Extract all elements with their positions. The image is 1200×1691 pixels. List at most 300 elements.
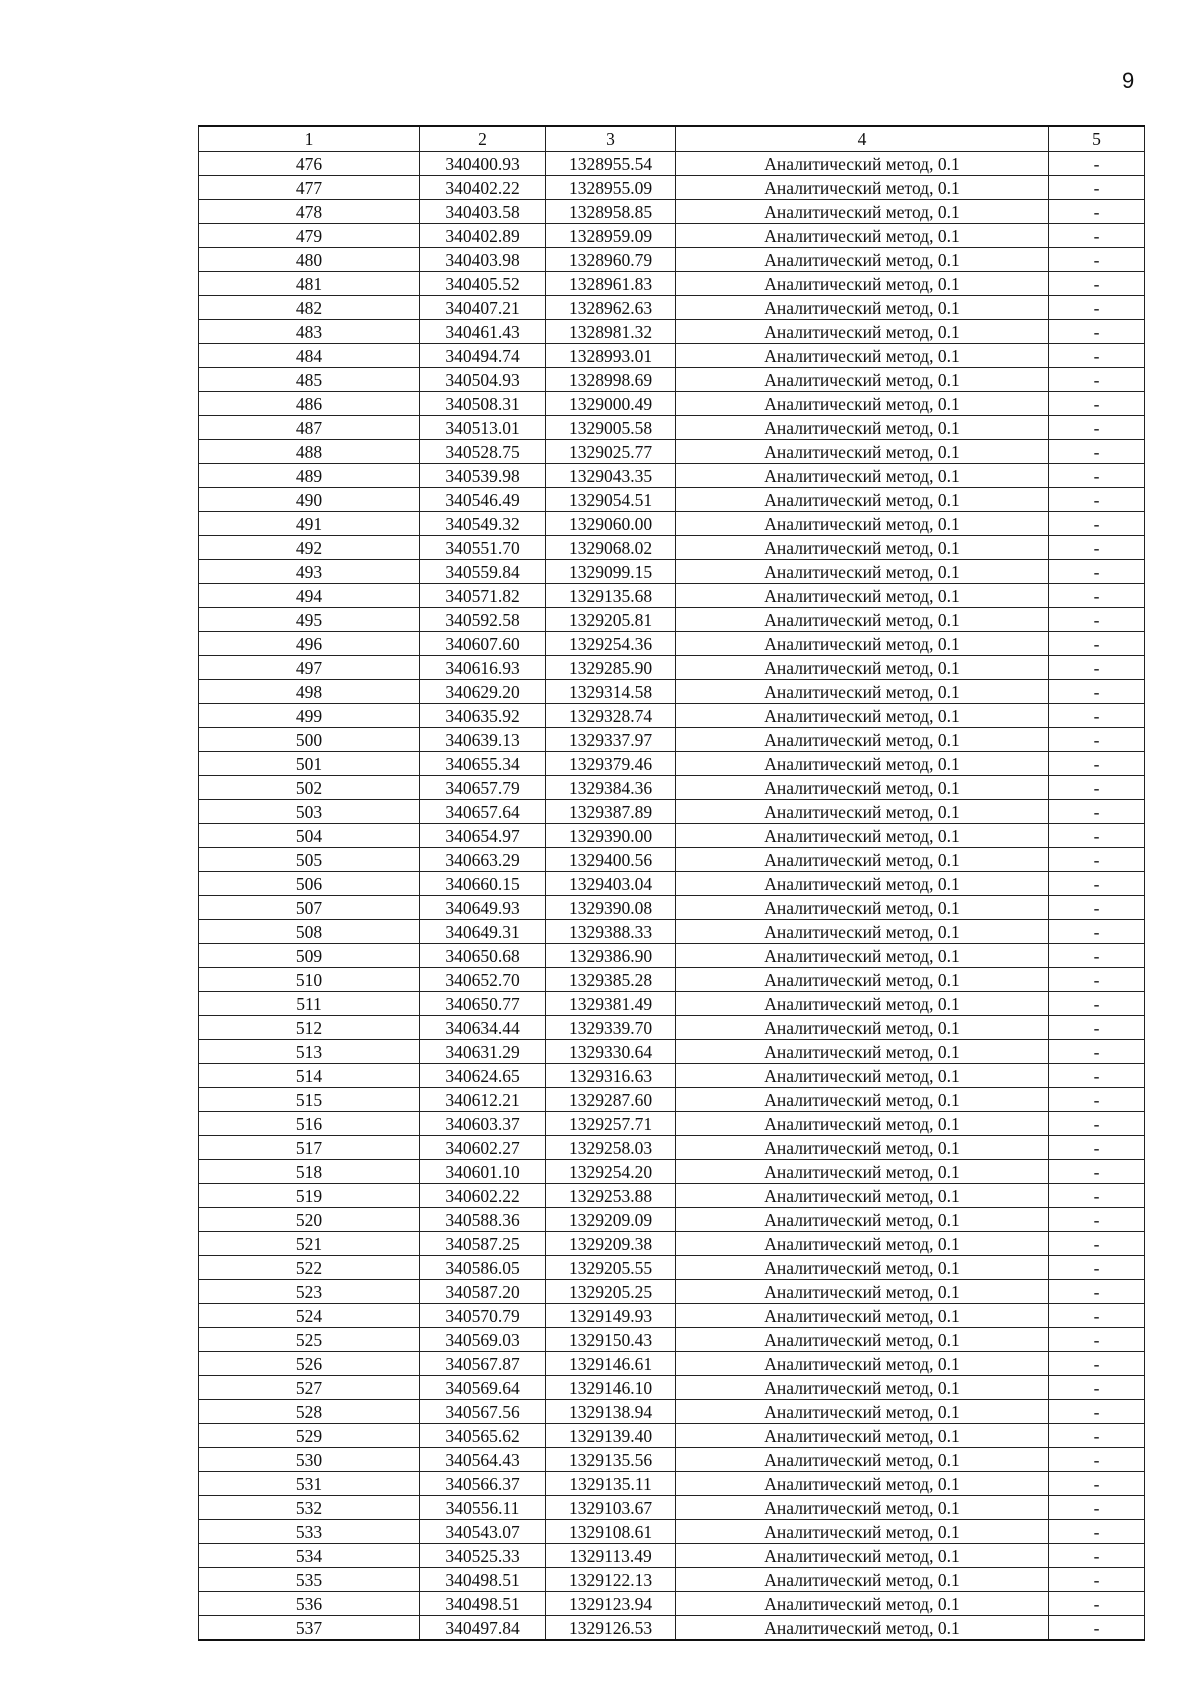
note-cell: - [1049, 512, 1145, 536]
table-row [199, 1376, 1145, 1400]
note-cell: - [1049, 1544, 1145, 1568]
note-cell: - [1049, 1520, 1145, 1544]
note-cell: - [1049, 1040, 1145, 1064]
x-coordinate-cell: 340631.29 [420, 1040, 546, 1064]
y-coordinate-cell: 1329254.36 [546, 632, 676, 656]
method-accuracy-cell: Аналитический метод, 0.1 [676, 536, 1049, 560]
y-coordinate-cell: 1328955.09 [546, 176, 676, 200]
method-accuracy-cell: Аналитический метод, 0.1 [676, 1472, 1049, 1496]
method-accuracy-cell: Аналитический метод, 0.1 [676, 440, 1049, 464]
point-number-cell: 494 [199, 584, 420, 608]
method-accuracy-cell: Аналитический метод, 0.1 [676, 1448, 1049, 1472]
y-coordinate-cell: 1329287.60 [546, 1088, 676, 1112]
point-number-cell: 503 [199, 800, 420, 824]
x-coordinate-cell: 340635.92 [420, 704, 546, 728]
table-row [199, 512, 1145, 536]
point-number-cell: 528 [199, 1400, 420, 1424]
note-cell: - [1049, 320, 1145, 344]
x-coordinate-cell: 340549.32 [420, 512, 546, 536]
table-row [199, 152, 1145, 176]
point-number-cell: 523 [199, 1280, 420, 1304]
point-number-cell: 514 [199, 1064, 420, 1088]
y-coordinate-cell: 1329146.10 [546, 1376, 676, 1400]
note-cell: - [1049, 1448, 1145, 1472]
x-coordinate-cell: 340567.87 [420, 1352, 546, 1376]
y-coordinate-cell: 1328960.79 [546, 248, 676, 272]
table-row [199, 1112, 1145, 1136]
table-row [199, 1208, 1145, 1232]
x-coordinate-cell: 340402.22 [420, 176, 546, 200]
point-number-cell: 501 [199, 752, 420, 776]
table-row [199, 704, 1145, 728]
method-accuracy-cell: Аналитический метод, 0.1 [676, 1136, 1049, 1160]
point-number-cell: 526 [199, 1352, 420, 1376]
point-number-cell: 530 [199, 1448, 420, 1472]
x-coordinate-cell: 340588.36 [420, 1208, 546, 1232]
table-row [199, 800, 1145, 824]
table-row [199, 968, 1145, 992]
point-number-cell: 533 [199, 1520, 420, 1544]
y-coordinate-cell: 1329403.04 [546, 872, 676, 896]
point-number-cell: 535 [199, 1568, 420, 1592]
method-accuracy-cell: Аналитический метод, 0.1 [676, 776, 1049, 800]
method-accuracy-cell: Аналитический метод, 0.1 [676, 1064, 1049, 1088]
x-coordinate-cell: 340528.75 [420, 440, 546, 464]
y-coordinate-cell: 1329108.61 [546, 1520, 676, 1544]
point-number-cell: 524 [199, 1304, 420, 1328]
method-accuracy-cell: Аналитический метод, 0.1 [676, 1568, 1049, 1592]
method-accuracy-cell: Аналитический метод, 0.1 [676, 896, 1049, 920]
y-coordinate-cell: 1329099.15 [546, 560, 676, 584]
x-coordinate-cell: 340497.84 [420, 1616, 546, 1641]
point-number-cell: 489 [199, 464, 420, 488]
table-row [199, 776, 1145, 800]
point-number-cell: 485 [199, 368, 420, 392]
table-row [199, 1088, 1145, 1112]
point-number-cell: 491 [199, 512, 420, 536]
point-number-cell: 512 [199, 1016, 420, 1040]
table-row [199, 368, 1145, 392]
note-cell: - [1049, 1064, 1145, 1088]
y-coordinate-cell: 1329384.36 [546, 776, 676, 800]
method-accuracy-cell: Аналитический метод, 0.1 [676, 1400, 1049, 1424]
column-header-1: 1 [199, 126, 420, 152]
note-cell: - [1049, 1160, 1145, 1184]
note-cell: - [1049, 560, 1145, 584]
y-coordinate-cell: 1328959.09 [546, 224, 676, 248]
table-row [199, 584, 1145, 608]
y-coordinate-cell: 1329209.09 [546, 1208, 676, 1232]
y-coordinate-cell: 1328962.63 [546, 296, 676, 320]
note-cell: - [1049, 176, 1145, 200]
x-coordinate-cell: 340461.43 [420, 320, 546, 344]
method-accuracy-cell: Аналитический метод, 0.1 [676, 296, 1049, 320]
note-cell: - [1049, 392, 1145, 416]
x-coordinate-cell: 340601.10 [420, 1160, 546, 1184]
method-accuracy-cell: Аналитический метод, 0.1 [676, 656, 1049, 680]
table-row [199, 728, 1145, 752]
point-number-cell: 478 [199, 200, 420, 224]
y-coordinate-cell: 1329135.68 [546, 584, 676, 608]
y-coordinate-cell: 1329379.46 [546, 752, 676, 776]
table-row [199, 848, 1145, 872]
x-coordinate-cell: 340565.62 [420, 1424, 546, 1448]
point-number-cell: 492 [199, 536, 420, 560]
y-coordinate-cell: 1329139.40 [546, 1424, 676, 1448]
method-accuracy-cell: Аналитический метод, 0.1 [676, 1208, 1049, 1232]
y-coordinate-cell: 1329314.58 [546, 680, 676, 704]
method-accuracy-cell: Аналитический метод, 0.1 [676, 1160, 1049, 1184]
point-number-cell: 495 [199, 608, 420, 632]
point-number-cell: 518 [199, 1160, 420, 1184]
y-coordinate-cell: 1329005.58 [546, 416, 676, 440]
note-cell: - [1049, 584, 1145, 608]
method-accuracy-cell: Аналитический метод, 0.1 [676, 680, 1049, 704]
x-coordinate-cell: 340403.58 [420, 200, 546, 224]
note-cell: - [1049, 1184, 1145, 1208]
y-coordinate-cell: 1329385.28 [546, 968, 676, 992]
coordinates-table [198, 125, 1145, 1641]
method-accuracy-cell: Аналитический метод, 0.1 [676, 608, 1049, 632]
method-accuracy-cell: Аналитический метод, 0.1 [676, 272, 1049, 296]
page-number: 9 [1122, 68, 1135, 93]
table-row [199, 272, 1145, 296]
point-number-cell: 529 [199, 1424, 420, 1448]
method-accuracy-cell: Аналитический метод, 0.1 [676, 1088, 1049, 1112]
method-accuracy-cell: Аналитический метод, 0.1 [676, 512, 1049, 536]
method-accuracy-cell: Аналитический метод, 0.1 [676, 728, 1049, 752]
x-coordinate-cell: 340652.70 [420, 968, 546, 992]
y-coordinate-cell: 1329000.49 [546, 392, 676, 416]
point-number-cell: 525 [199, 1328, 420, 1352]
method-accuracy-cell: Аналитический метод, 0.1 [676, 488, 1049, 512]
method-accuracy-cell: Аналитический метод, 0.1 [676, 344, 1049, 368]
y-coordinate-cell: 1329123.94 [546, 1592, 676, 1616]
method-accuracy-cell: Аналитический метод, 0.1 [676, 320, 1049, 344]
point-number-cell: 531 [199, 1472, 420, 1496]
point-number-cell: 515 [199, 1088, 420, 1112]
point-number-cell: 504 [199, 824, 420, 848]
note-cell: - [1049, 680, 1145, 704]
table-row [199, 1616, 1145, 1641]
point-number-cell: 532 [199, 1496, 420, 1520]
method-accuracy-cell: Аналитический метод, 0.1 [676, 1616, 1049, 1641]
y-coordinate-cell: 1329043.35 [546, 464, 676, 488]
table-body [199, 152, 1145, 1641]
point-number-cell: 513 [199, 1040, 420, 1064]
y-coordinate-cell: 1329390.00 [546, 824, 676, 848]
x-coordinate-cell: 340663.29 [420, 848, 546, 872]
method-accuracy-cell: Аналитический метод, 0.1 [676, 872, 1049, 896]
x-coordinate-cell: 340570.79 [420, 1304, 546, 1328]
y-coordinate-cell: 1329150.43 [546, 1328, 676, 1352]
point-number-cell: 484 [199, 344, 420, 368]
note-cell: - [1049, 872, 1145, 896]
y-coordinate-cell: 1329025.77 [546, 440, 676, 464]
y-coordinate-cell: 1329381.49 [546, 992, 676, 1016]
point-number-cell: 481 [199, 272, 420, 296]
method-accuracy-cell: Аналитический метод, 0.1 [676, 1040, 1049, 1064]
x-coordinate-cell: 340587.20 [420, 1280, 546, 1304]
method-accuracy-cell: Аналитический метод, 0.1 [676, 1376, 1049, 1400]
note-cell: - [1049, 248, 1145, 272]
y-coordinate-cell: 1329205.81 [546, 608, 676, 632]
table-row [199, 1520, 1145, 1544]
x-coordinate-cell: 340494.74 [420, 344, 546, 368]
table-row [199, 320, 1145, 344]
point-number-cell: 479 [199, 224, 420, 248]
table-row [199, 1448, 1145, 1472]
note-cell: - [1049, 1496, 1145, 1520]
y-coordinate-cell: 1329138.94 [546, 1400, 676, 1424]
method-accuracy-cell: Аналитический метод, 0.1 [676, 416, 1049, 440]
point-number-cell: 487 [199, 416, 420, 440]
y-coordinate-cell: 1329330.64 [546, 1040, 676, 1064]
y-coordinate-cell: 1329135.11 [546, 1472, 676, 1496]
method-accuracy-cell: Аналитический метод, 0.1 [676, 752, 1049, 776]
note-cell: - [1049, 488, 1145, 512]
x-coordinate-cell: 340634.44 [420, 1016, 546, 1040]
note-cell: - [1049, 440, 1145, 464]
method-accuracy-cell: Аналитический метод, 0.1 [676, 200, 1049, 224]
note-cell: - [1049, 632, 1145, 656]
point-number-cell: 497 [199, 656, 420, 680]
point-number-cell: 520 [199, 1208, 420, 1232]
y-coordinate-cell: 1329258.03 [546, 1136, 676, 1160]
note-cell: - [1049, 656, 1145, 680]
method-accuracy-cell: Аналитический метод, 0.1 [676, 824, 1049, 848]
note-cell: - [1049, 944, 1145, 968]
table-row [199, 1496, 1145, 1520]
table-row [199, 656, 1145, 680]
point-number-cell: 493 [199, 560, 420, 584]
note-cell: - [1049, 344, 1145, 368]
table-row [199, 1304, 1145, 1328]
note-cell: - [1049, 1232, 1145, 1256]
x-coordinate-cell: 340551.70 [420, 536, 546, 560]
y-coordinate-cell: 1329285.90 [546, 656, 676, 680]
note-cell: - [1049, 152, 1145, 176]
x-coordinate-cell: 340649.93 [420, 896, 546, 920]
method-accuracy-cell: Аналитический метод, 0.1 [676, 1352, 1049, 1376]
table-row [199, 1328, 1145, 1352]
column-header-4: 4 [676, 126, 1049, 152]
header-row [199, 126, 1145, 152]
method-accuracy-cell: Аналитический метод, 0.1 [676, 464, 1049, 488]
method-accuracy-cell: Аналитический метод, 0.1 [676, 1256, 1049, 1280]
table-row [199, 608, 1145, 632]
note-cell: - [1049, 1112, 1145, 1136]
method-accuracy-cell: Аналитический метод, 0.1 [676, 1592, 1049, 1616]
y-coordinate-cell: 1329060.00 [546, 512, 676, 536]
method-accuracy-cell: Аналитический метод, 0.1 [676, 1496, 1049, 1520]
x-coordinate-cell: 340569.03 [420, 1328, 546, 1352]
column-header-3: 3 [546, 126, 676, 152]
method-accuracy-cell: Аналитический метод, 0.1 [676, 176, 1049, 200]
x-coordinate-cell: 340649.31 [420, 920, 546, 944]
table-row [199, 536, 1145, 560]
y-coordinate-cell: 1329328.74 [546, 704, 676, 728]
table-row [199, 1064, 1145, 1088]
point-number-cell: 488 [199, 440, 420, 464]
note-cell: - [1049, 464, 1145, 488]
x-coordinate-cell: 340407.21 [420, 296, 546, 320]
point-number-cell: 500 [199, 728, 420, 752]
note-cell: - [1049, 1016, 1145, 1040]
method-accuracy-cell: Аналитический метод, 0.1 [676, 1232, 1049, 1256]
method-accuracy-cell: Аналитический метод, 0.1 [676, 560, 1049, 584]
table-row [199, 1544, 1145, 1568]
note-cell: - [1049, 608, 1145, 632]
table-row [199, 296, 1145, 320]
method-accuracy-cell: Аналитический метод, 0.1 [676, 968, 1049, 992]
point-number-cell: 510 [199, 968, 420, 992]
point-number-cell: 499 [199, 704, 420, 728]
method-accuracy-cell: Аналитический метод, 0.1 [676, 1280, 1049, 1304]
x-coordinate-cell: 340498.51 [420, 1568, 546, 1592]
table-row [199, 488, 1145, 512]
method-accuracy-cell: Аналитический метод, 0.1 [676, 704, 1049, 728]
table-row [199, 872, 1145, 896]
table-row [199, 920, 1145, 944]
y-coordinate-cell: 1329337.97 [546, 728, 676, 752]
method-accuracy-cell: Аналитический метод, 0.1 [676, 800, 1049, 824]
table-row [199, 1040, 1145, 1064]
method-accuracy-cell: Аналитический метод, 0.1 [676, 1424, 1049, 1448]
x-coordinate-cell: 340525.33 [420, 1544, 546, 1568]
table-row [199, 1472, 1145, 1496]
x-coordinate-cell: 340498.51 [420, 1592, 546, 1616]
note-cell: - [1049, 752, 1145, 776]
y-coordinate-cell: 1329253.88 [546, 1184, 676, 1208]
x-coordinate-cell: 340400.93 [420, 152, 546, 176]
note-cell: - [1049, 1400, 1145, 1424]
table-row [199, 560, 1145, 584]
note-cell: - [1049, 800, 1145, 824]
point-number-cell: 511 [199, 992, 420, 1016]
table-row [199, 392, 1145, 416]
note-cell: - [1049, 536, 1145, 560]
y-coordinate-cell: 1328998.69 [546, 368, 676, 392]
note-cell: - [1049, 992, 1145, 1016]
table-row [199, 464, 1145, 488]
table-row [199, 896, 1145, 920]
x-coordinate-cell: 340405.52 [420, 272, 546, 296]
y-coordinate-cell: 1328961.83 [546, 272, 676, 296]
table-row [199, 1136, 1145, 1160]
point-number-cell: 498 [199, 680, 420, 704]
x-coordinate-cell: 340602.27 [420, 1136, 546, 1160]
table-row [199, 176, 1145, 200]
point-number-cell: 527 [199, 1376, 420, 1400]
y-coordinate-cell: 1329122.13 [546, 1568, 676, 1592]
method-accuracy-cell: Аналитический метод, 0.1 [676, 1328, 1049, 1352]
y-coordinate-cell: 1329257.71 [546, 1112, 676, 1136]
point-number-cell: 516 [199, 1112, 420, 1136]
y-coordinate-cell: 1328981.32 [546, 320, 676, 344]
point-number-cell: 537 [199, 1616, 420, 1641]
note-cell: - [1049, 776, 1145, 800]
point-number-cell: 508 [199, 920, 420, 944]
note-cell: - [1049, 200, 1145, 224]
x-coordinate-cell: 340654.97 [420, 824, 546, 848]
method-accuracy-cell: Аналитический метод, 0.1 [676, 1520, 1049, 1544]
x-coordinate-cell: 340504.93 [420, 368, 546, 392]
y-coordinate-cell: 1329388.33 [546, 920, 676, 944]
y-coordinate-cell: 1329254.20 [546, 1160, 676, 1184]
x-coordinate-cell: 340546.49 [420, 488, 546, 512]
table-row [199, 440, 1145, 464]
note-cell: - [1049, 1592, 1145, 1616]
point-number-cell: 486 [199, 392, 420, 416]
method-accuracy-cell: Аналитический метод, 0.1 [676, 848, 1049, 872]
point-number-cell: 482 [199, 296, 420, 320]
note-cell: - [1049, 704, 1145, 728]
point-number-cell: 490 [199, 488, 420, 512]
x-coordinate-cell: 340508.31 [420, 392, 546, 416]
note-cell: - [1049, 272, 1145, 296]
table-row [199, 632, 1145, 656]
point-number-cell: 476 [199, 152, 420, 176]
point-number-cell: 477 [199, 176, 420, 200]
x-coordinate-cell: 340587.25 [420, 1232, 546, 1256]
x-coordinate-cell: 340569.64 [420, 1376, 546, 1400]
method-accuracy-cell: Аналитический метод, 0.1 [676, 992, 1049, 1016]
y-coordinate-cell: 1329390.08 [546, 896, 676, 920]
note-cell: - [1049, 1208, 1145, 1232]
x-coordinate-cell: 340660.15 [420, 872, 546, 896]
note-cell: - [1049, 1424, 1145, 1448]
x-coordinate-cell: 340559.84 [420, 560, 546, 584]
table-row [199, 1232, 1145, 1256]
column-header-2: 2 [420, 126, 546, 152]
x-coordinate-cell: 340624.65 [420, 1064, 546, 1088]
note-cell: - [1049, 848, 1145, 872]
note-cell: - [1049, 296, 1145, 320]
x-coordinate-cell: 340567.56 [420, 1400, 546, 1424]
x-coordinate-cell: 340639.13 [420, 728, 546, 752]
point-number-cell: 505 [199, 848, 420, 872]
note-cell: - [1049, 728, 1145, 752]
note-cell: - [1049, 1568, 1145, 1592]
method-accuracy-cell: Аналитический метод, 0.1 [676, 152, 1049, 176]
method-accuracy-cell: Аналитический метод, 0.1 [676, 1016, 1049, 1040]
method-accuracy-cell: Аналитический метод, 0.1 [676, 248, 1049, 272]
note-cell: - [1049, 1088, 1145, 1112]
point-number-cell: 496 [199, 632, 420, 656]
y-coordinate-cell: 1329386.90 [546, 944, 676, 968]
point-number-cell: 509 [199, 944, 420, 968]
table-row [199, 1184, 1145, 1208]
y-coordinate-cell: 1328993.01 [546, 344, 676, 368]
table-row [199, 680, 1145, 704]
note-cell: - [1049, 1304, 1145, 1328]
x-coordinate-cell: 340607.60 [420, 632, 546, 656]
y-coordinate-cell: 1329103.67 [546, 1496, 676, 1520]
note-cell: - [1049, 968, 1145, 992]
table-row [199, 200, 1145, 224]
method-accuracy-cell: Аналитический метод, 0.1 [676, 368, 1049, 392]
x-coordinate-cell: 340655.34 [420, 752, 546, 776]
method-accuracy-cell: Аналитический метод, 0.1 [676, 944, 1049, 968]
y-coordinate-cell: 1329209.38 [546, 1232, 676, 1256]
table-row [199, 1280, 1145, 1304]
table-row [199, 1352, 1145, 1376]
note-cell: - [1049, 1616, 1145, 1641]
x-coordinate-cell: 340566.37 [420, 1472, 546, 1496]
table-header [199, 126, 1145, 152]
note-cell: - [1049, 1256, 1145, 1280]
